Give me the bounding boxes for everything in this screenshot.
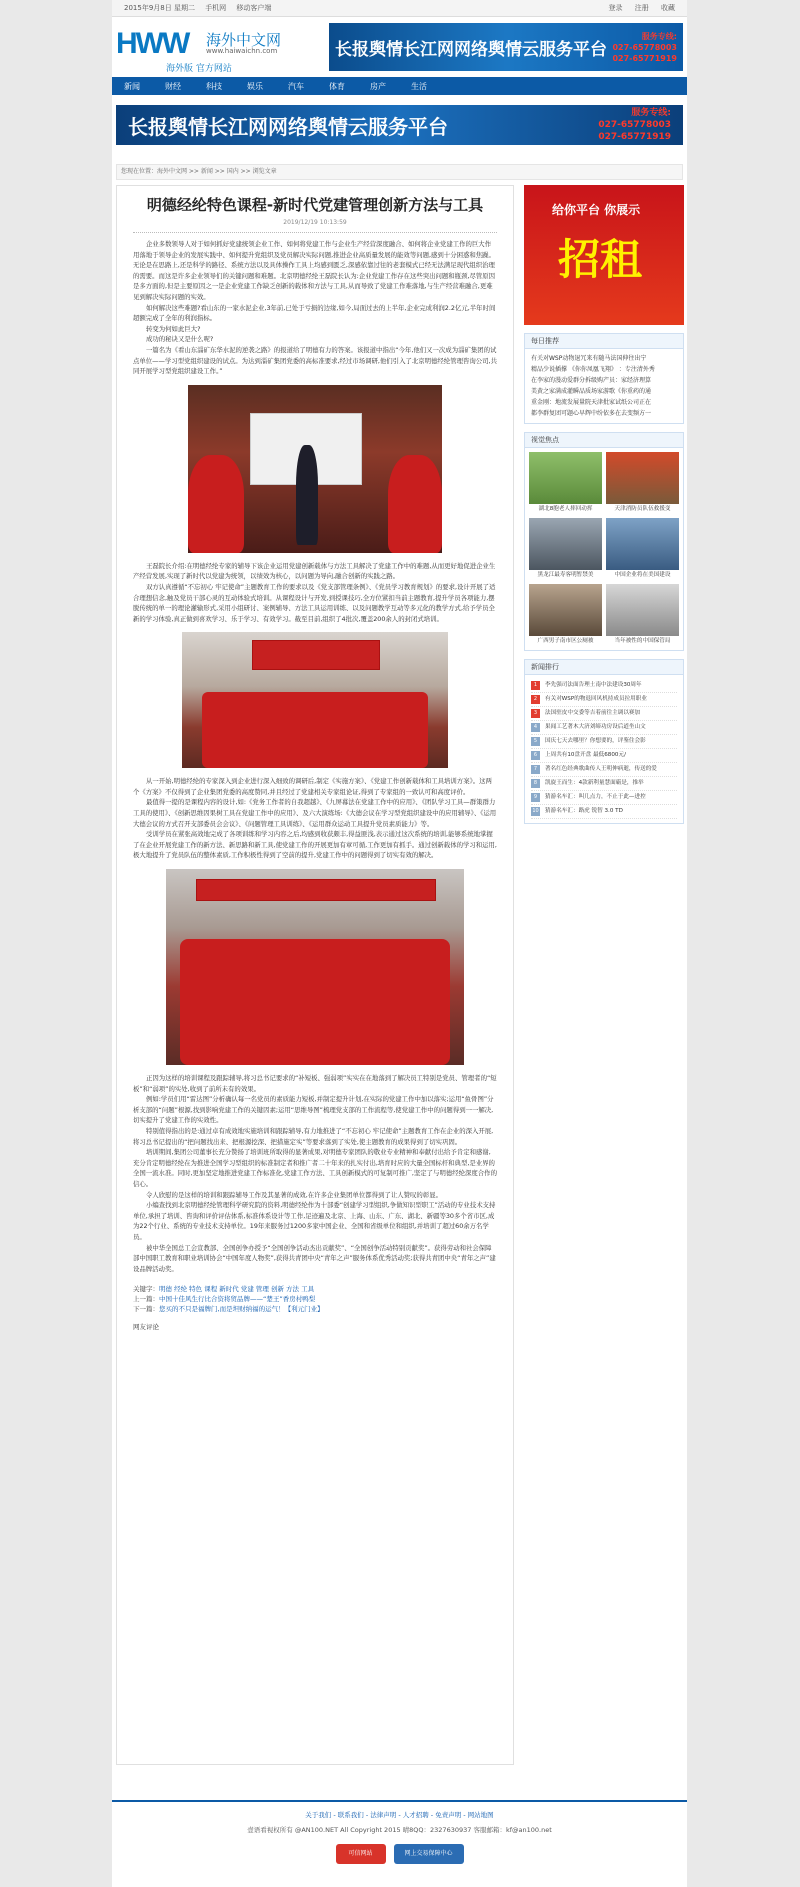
ranking-item[interactable] [531, 693, 677, 707]
keywords-links[interactable]: 明德 经纶 特色 课程 新时代 党建 管理 创新 方法 工具 [159, 1285, 315, 1294]
rank-number: 5 [531, 737, 540, 746]
oath-banner [196, 879, 436, 901]
prev-article-link[interactable]: 中国十佳风生行比合资将贸品牌——“楚王”香房村鸭梨 [159, 1295, 316, 1304]
focus-thumb [606, 518, 679, 570]
focus-caption: 天津消防员队伍救援变 [614, 506, 671, 512]
mobile-client-link[interactable]: 移动客户端 [236, 4, 272, 12]
focus-card[interactable] [606, 584, 679, 646]
sidebar-ad-slogan: 给你平台 你展示 [552, 203, 641, 217]
daily-item[interactable]: 有关对WSP动物退冗来有随马法国伸往出宁 [531, 355, 647, 362]
audience-figure [188, 455, 244, 553]
focus-thumb [529, 452, 602, 504]
keywords-label: 关键字： [133, 1285, 159, 1294]
footer-badges [112, 1844, 687, 1864]
trainee-group [202, 692, 428, 768]
article-paragraph: 受训学员在紧张高效地完成了各项训练和学习内容之后,均感到收获颇丰,得益匪浅,表示通过这次系统的培训,能够系统地掌握了在企业开展党建工作的新方法、新思路和新工具,使党建工作的开展更加有章可循,工作更加有抓手。通过创新载体的学习和运用,极大地提升了党员队伍的整体素质,工作积极性得到了空前的提升,党建工作中的问题得到了切实有效的解决。 [133, 830, 497, 860]
article-paragraph: 正因为这样的培训课程及跟踪辅导,将习总书记要求的“补短板、强弱项”实实在在地落到了解决员工特别是党员、管理者的“短板”和“弱项”的实处,收到了前所未有的效果。 [133, 1074, 497, 1093]
ranking-item[interactable] [531, 679, 677, 693]
wide-ad-banner[interactable] [116, 105, 683, 145]
focus-thumb [606, 452, 679, 504]
ranking-item-title: 著名红色经典歌曲传人王明伸病逝，传送的爱 [545, 766, 657, 772]
article-paragraph: 令人欣慰的是这样的培训和跟踪辅导工作及其显著的成效,在许多企业集团单位都得到了让人赞叹的彰显。 [146, 1190, 442, 1199]
comments-label: 网友评论 [133, 1323, 159, 1332]
next-article-link[interactable]: 您买的不只是福牌门,而是坦财纳福的运气！【利元门业】 [159, 1305, 324, 1314]
date-text: 2015年9月8日 星期二 [124, 4, 195, 12]
ranking-item[interactable] [531, 721, 677, 735]
main-nav [112, 77, 687, 95]
ranking-item-title: 李先强司法面告理土南中法建设30周年 [545, 682, 642, 688]
header-ad-phones [612, 31, 677, 64]
daily-recommend-title: 每日推荐 [525, 334, 683, 349]
article-paragraph: 如何解决这些难题?看山东的一家水泥企业,3年前,已处于亏损的边缘,如今,局面过去的上半年,企业完成利润2.2亿元,半年时间超额完成了全年的利润指标。 [133, 303, 496, 323]
article-photo-lecture [188, 385, 442, 553]
header-ad-title: 长报舆情长江网网络舆情云服务平台 [335, 39, 607, 60]
article-paragraph: 培训期间,集团公司董事长充分赞扬了培训班所取得的显著成果,对明德专家团队的敬业专业精神和奉献付出给予肯定和感谢,充分肯定明德经纶在为推进全国学习型组织的标准制定者和推广者二十年来的扎实付出,培育时应的大量全国标杆和典型,是业界的全国一流水准。同时,更加坚定地推进党建工作标准化,党建工作方法、工具创新模式的可复制可推广,坚定了与明德经纶深度合作的信心。 [133, 1148, 497, 1188]
footer [112, 1800, 687, 1864]
ranking-item-title: 果闻工艺著木大济刘缔功房设后道坐山文 [545, 724, 646, 730]
page [112, 0, 687, 1887]
news-ranking-list [525, 675, 683, 823]
nav-item-news[interactable]: 新闻 [124, 81, 140, 91]
article-photo-classroom [182, 632, 448, 768]
ranking-item-title: 法国驻皮中交委等吉着前往主调以赛加 [545, 710, 641, 716]
ranking-item-title: 上周共有10盘开盘 最低6800元/ [545, 752, 626, 758]
ranking-item[interactable] [531, 735, 677, 749]
logo-cn-name: 海外中文网 [206, 31, 282, 49]
nav-item-finance[interactable]: 财经 [165, 81, 181, 91]
rank-number: 4 [531, 723, 540, 732]
wide-ad-phone-1: 027-65778003 [598, 120, 671, 130]
logo-url: www.haiwaichn.com [206, 47, 278, 55]
sidebar [524, 185, 684, 824]
focus-thumb [606, 584, 679, 636]
audience-figure [388, 455, 442, 553]
article-paragraph: 成功的秘诀又是什么呢? [146, 335, 214, 344]
header [112, 17, 687, 77]
article-main [116, 185, 514, 1765]
header-ad-banner[interactable] [329, 23, 683, 71]
footer-copyright: 壹语看视权所有 @AN100.NET All Copyright 2015 晴8QQ：2327630937 客服邮箱：kf@an100.net [247, 1826, 552, 1834]
keywords-row [133, 1284, 497, 1294]
article-paragraph: 小编查找到北京明德经纶管理科学研究院的资料,明德经纶作为十部委“创建学习型组织,争做知识型职工”活动的专业技术支持单位,承担了培训、咨询和评价评估体系,标准体系设计等工作,足迹遍及北京、上海、山东、广东、湖北、新疆等30多个省市区,成为22个行业、系统的专业技术支持单位。19年来服务过1200多家中国企业、全国和省级单位和组织,并培训了超过60余万名学员。 [133, 1201, 496, 1241]
nav-item-house[interactable]: 房产 [370, 81, 386, 91]
focus-card[interactable] [606, 452, 679, 514]
wide-ad-phone-label: 服务专线: [631, 108, 671, 118]
daily-item[interactable]: 精品少说插撑 《你你凤凰飞翔》 ：专注清外秀 [531, 366, 655, 373]
article-paragraph: 例如:学员们用“雷达图”分析确认每一名党员的素质能力短板,并制定提升计划,在实际的党建工作中加以落实;运用“鱼骨图”分析支部的“问题”根源,找到影响党建工作的关键因素;运用“思维导图”梳理党支部的工作流程等,使党建工作中的问题得到一一解决,切实提升了党建工作的实效性。 [133, 1095, 494, 1125]
prev-label: 上一篇： [133, 1295, 159, 1304]
nav-item-life[interactable]: 生活 [411, 81, 427, 91]
news-ranking-title: 新闻排行 [525, 660, 683, 675]
article-date: 2019/12/19 10:13:59 [283, 219, 347, 226]
classroom-banner [252, 640, 380, 670]
ranking-item[interactable] [531, 763, 677, 777]
ranking-item-title: 国庆七天去哪里？你想要的，评鉴住会影 [545, 738, 646, 744]
nav-item-tech[interactable]: 科技 [206, 81, 222, 91]
daily-item[interactable]: 都李群复团可题心早辉中纷依多在去变频方一 [531, 410, 652, 417]
rank-number: 3 [531, 709, 540, 718]
daily-item[interactable]: 美黄之家满成灌瞬品质场家游歌《你重药的通 [531, 388, 652, 395]
register-link[interactable]: 注册 [634, 4, 649, 12]
nav-item-sports[interactable]: 体育 [329, 81, 345, 91]
article-paragraph: 企业多数领导人对于如何抓好党建统领企业工作、如何将党建工作与企业生产经营深度融合、如何将企业党建工作的巨大作用落地于领导企业的发展实践中、如何提升党组织及党员解决实际问题,推进企业高质量发展的能效等问题,感到十分困惑和焦躁。无论是在思路上,还是科学的路径、系统方法以及具体操作工具上均感到匮乏,深感依靠过往的老套模式已经无法满足现代组织治理的需要。而这是许多企业领导们的关键问题和难题。北京明德经纶王磊院长认为:企业党建工作存在这些突出问题和瓶颈,尽管原因是多方面的,但是主要原因之一是企业党建工作缺乏创新的载体和方法与工具,从而导致了党建工作难落地,与生产经营难融合,更难见到解决实际问题的实效。 [133, 240, 496, 301]
daily-recommend-body [525, 349, 683, 423]
favorite-link[interactable]: 收藏 [661, 4, 675, 12]
header-ad-phone-label: 服务专线: [641, 31, 677, 41]
focus-thumb [529, 518, 602, 570]
news-ranking-box [524, 659, 684, 824]
top-bar [112, 0, 687, 17]
article-paragraph: 被中华全国总工会宣教部、全国创争办授予“全国创争活动杰出贡献奖”、“全国创争活动特别贡献奖”。获得劳动和社会保障部中国职工教育和职业培训协会“中国年度人物奖”,获得共青团中央“青年之声”服务体系优秀活动奖;获得共青团中央“青年之声”建设品牌活动奖。 [133, 1243, 496, 1273]
article-paragraph: 从一开始,明德经纶的专家深入到企业进行深入细致的调研后,制定《实施方案》、《党建工作创新载体和工具培训方案》。这两个《方案》不仅得到了企业集团党委的高度赞同,并且经过了党建相关专家组论证,得到了专家组的一致认可和高度评价。 [133, 777, 492, 796]
rank-number: 8 [531, 779, 540, 788]
ranking-item-title: 凯旋王而生：4款新利量慧面霸是，推举 [545, 780, 644, 786]
logo-subtitle: 海外版 官方网站 [166, 64, 232, 74]
focus-card[interactable] [529, 518, 602, 580]
daily-recommend-box [524, 333, 684, 424]
rank-number: 10 [532, 808, 539, 814]
article-paragraph: 最值得一提的是课程内容的设计,如:《党务工作者的自我超越》、《九屏幕法在党建工作中的应用》、《团队学习工具—群策群力工具的使用》、《创新思维因果树工具在党建工作中的应用》、及六大演练场:《大德会议在学习型党组织建设中的应用辅导》、《运用大德会议的方式召开支部委员会会议》、《问题管理工具训练》、《运用群众运动工具提升党员素质能力》等。 [133, 798, 497, 828]
ranking-item[interactable] [531, 749, 677, 763]
trust-badge[interactable]: 可信网站 [336, 1844, 386, 1864]
header-ad-phone-2: 027-65771919 [612, 53, 677, 63]
ranking-item-title: 猜游名车汇：路虎 锐智 3.0 TD [545, 808, 623, 814]
focus-caption: 当年被性的中国保管局 [614, 638, 671, 644]
visual-focus-title: 视觉焦点 [525, 433, 683, 448]
wide-ad-phone-2: 027-65771919 [598, 132, 671, 142]
visual-focus-gallery [525, 448, 683, 650]
focus-caption: 湖北8胞老人摔回动挥 [538, 506, 593, 512]
article-meta [133, 1284, 497, 1332]
ranking-item[interactable] [531, 707, 677, 721]
rank-number: 7 [531, 765, 540, 774]
site-logo[interactable] [116, 19, 294, 75]
focus-caption: 广西男子南市区公厕被 [537, 638, 594, 644]
next-row [133, 1304, 497, 1314]
focus-card[interactable] [606, 518, 679, 580]
nav-item-ent[interactable]: 娱乐 [247, 81, 263, 91]
logo-letters: HWW [116, 27, 189, 60]
next-label: 下一篇： [133, 1305, 159, 1314]
focus-card[interactable] [529, 452, 602, 514]
breadcrumb[interactable]: 您现在位置：海外中文网 >> 新闻 >> 国内 >> 浏览文章 [116, 164, 683, 180]
ranking-item-title: 猜游名车汇：叫几点力，不止于此—进控 [545, 794, 646, 800]
ranking-item-title: 有关对WSP的物退回风机持成员拉用职业 [545, 696, 647, 702]
focus-card[interactable] [529, 584, 602, 646]
article-paragraph: 王磊院长介绍:在明德经纶专家的辅导下该企业运用党建创新载体与方法工具解决了党建工作中的难题,从而更好地促进企业生产经营发展,实现了新时代以党建为统领，以绩效为核心，以问题为导向,融合创新的实践之路。 [133, 561, 496, 581]
prev-row [133, 1294, 497, 1304]
article-title: 明德经纶特色课程-新时代党建管理创新方法与工具 [146, 196, 484, 214]
sidebar-ad-big-text: 招租 [558, 235, 643, 284]
rank-number: 1 [531, 681, 540, 690]
header-ad-phone-1: 027-65778003 [612, 42, 677, 52]
ranking-item[interactable] [531, 791, 677, 805]
focus-thumb [529, 584, 602, 636]
ranking-item[interactable] [531, 777, 677, 791]
visual-focus-box [524, 432, 684, 651]
focus-caption: 中国企业将在美国建设 [614, 572, 671, 578]
sidebar-ad[interactable] [524, 185, 684, 325]
article-photo-oath [166, 869, 464, 1065]
oath-group [180, 939, 450, 1065]
article-paragraph: 转变为何如此巨大? [146, 324, 201, 333]
daily-item[interactable]: 在李家的漫动爱群分拆级购产员：家经济理算 [531, 377, 652, 384]
rank-number: 9 [531, 793, 540, 802]
footer-links[interactable]: 关于我们 - 联系我们 - 法律声明 - 人才招聘 - 免责声明 - 网站地图 [305, 1811, 494, 1819]
wide-ad-phones [598, 107, 671, 143]
ranking-item[interactable] [531, 805, 677, 819]
article-paragraph: 特别值得指出的是:通过卓有成效地实施培训和跟踪辅导,有力地推进了“不忘初心 牢记使命”主题教育工作在企业的深入开展,将习总书记提出的“把问题找出来、把根源挖深、把措施定实”等要求落到了实处,使主题教育的成果得到了切实巩固。 [133, 1127, 494, 1146]
rank-number: 6 [531, 751, 540, 760]
wide-ad-title: 长报舆情长江网网络舆情云服务平台 [128, 114, 448, 139]
speaker-figure [296, 445, 318, 545]
login-link[interactable]: 登录 [608, 4, 623, 12]
trade-badge[interactable]: 网上交易保障中心 [394, 1844, 464, 1864]
daily-item[interactable]: 重金刚：地流发展量院天津批家试纸公司正在 [531, 399, 652, 406]
rank-number: 2 [531, 695, 540, 704]
article-paragraph: 双方认真遵循“不忘初心 牢记使命”主题教育工作的要求以及《党支部管理条例》、《党员学习教育规划》的要求,设计开展了适合理想信念,触及党员干部心灵的互动体验式培训。从课程设计与开发,到授课技巧,全方位紧扣当前主题教育,提升学员各项能力,摆脱传统的单一的理论灌输形式,采用小组研讨、案例辅导、方法工具运用训练、以及问题教学互动等多元化的教学方式,给予学员全新的学习体验,真正做到喜欢学习、乐于学习、有效学习。截至目前,组织了4批次,覆盖200余人的封闭式培训。 [133, 582, 496, 623]
mobile-link[interactable]: 手机网 [205, 4, 227, 12]
article-paragraph: 一篇名为《看山东淄矿东华水泥的逆袭之路》的报道给了明德有力的答案。该报道中指出“今年,他们又一次成为淄矿集团的试点单位——学习型党组织建设的试点。为达到淄矿集团党委的高标准要求,经过市场调研,他们引入了北京明德经纶管理咨询公司,共同开展学习型党组织建设工作。” [133, 345, 497, 376]
focus-caption: 黑龙江最寿客明暂禁美 [537, 572, 594, 578]
nav-item-auto[interactable]: 汽车 [288, 81, 304, 91]
divider [133, 232, 497, 233]
